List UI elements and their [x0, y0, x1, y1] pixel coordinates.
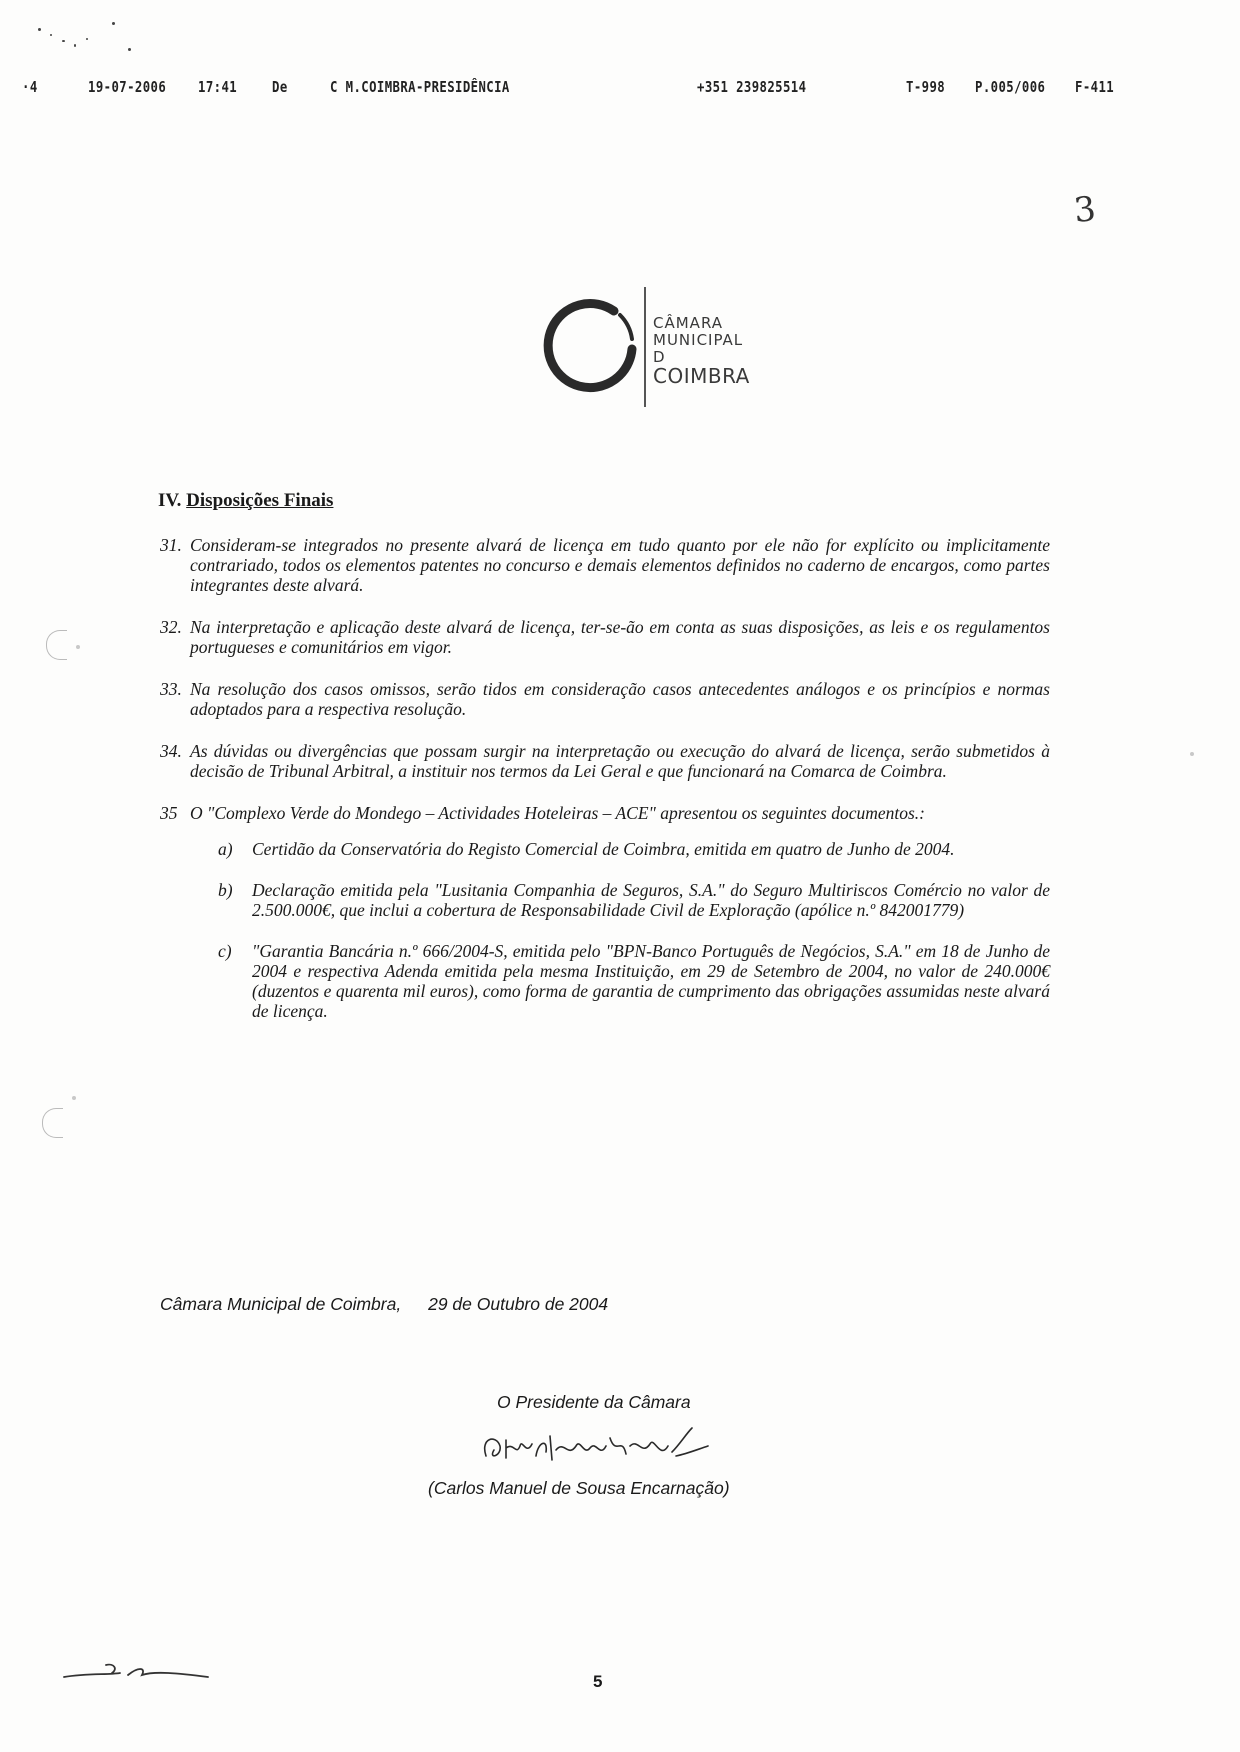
section-number: IV.	[158, 490, 182, 511]
logo-line-1: CÂMARA	[653, 314, 724, 332]
fax-page-count: P.005/006	[975, 78, 1046, 96]
scan-speck	[112, 22, 115, 25]
fax-time: 17:41	[198, 78, 238, 96]
punch-hole-mark	[46, 630, 67, 660]
clause-item	[160, 679, 1050, 719]
fax-form-code: F-411	[1075, 78, 1115, 96]
municipality-logo	[540, 285, 780, 415]
clause-text: Na resolução dos casos omissos, serão tidos em consideração casos antecedentes análogos e os princípios e normas adoptados para a respectiva resolução.	[190, 679, 1050, 719]
scan-speck	[128, 48, 131, 51]
clause-text: Consideram-se integrados no presente alvará de licença em tudo quanto por ele não for explícito ou implicitamente contrariado, todos os elementos patentes no concurso e demais elementos definidos no caderno de encargos, como partes integrantes deste alvará.	[190, 535, 1050, 595]
clause-number: 35	[160, 803, 178, 823]
closing-line	[160, 1294, 608, 1315]
scan-speck	[50, 34, 52, 36]
fax-tx-number: T-998	[906, 78, 946, 96]
fax-de: De	[272, 78, 288, 96]
sublist-letter: c)	[218, 941, 232, 961]
sublist-item	[190, 941, 1050, 1021]
clause-number: 31.	[160, 535, 182, 555]
punch-hole-dot	[76, 645, 80, 649]
fax-date: 19-07-2006	[88, 78, 167, 96]
clause-item	[160, 741, 1050, 781]
handwritten-page-mark: 3	[1071, 188, 1098, 232]
clause-list	[160, 535, 1050, 1043]
punch-hole-dot	[72, 1096, 76, 1100]
clause-item	[160, 617, 1050, 657]
fax-header	[0, 78, 1240, 102]
clause-number: 34.	[160, 741, 182, 761]
scan-speck	[62, 40, 65, 42]
document-sublist	[190, 839, 1050, 1021]
sublist-letter: a)	[218, 839, 233, 859]
sublist-letter: b)	[218, 880, 233, 900]
scan-speck	[38, 28, 41, 31]
scan-speck	[1190, 752, 1194, 756]
logo-line-4: COIMBRA	[653, 364, 750, 388]
logo-line-2: MUNICIPAL	[653, 331, 744, 349]
signatory-name: (Carlos Manuel de Sousa Encarnação)	[428, 1478, 730, 1498]
clause-text: Na interpretação e aplicação deste alvará de licença, ter-se-ão em conta as suas disposições, as leis e os regulamentos portugueses e comunitários em vigor.	[190, 617, 1050, 657]
handwritten-initials	[58, 1655, 218, 1685]
clause-number: 33.	[160, 679, 182, 699]
fax-mark: ·4	[22, 78, 38, 96]
punch-hole-mark	[42, 1108, 63, 1138]
handwritten-signature	[476, 1416, 716, 1474]
sublist-text: Certidão da Conservatória do Registo Comercial de Coimbra, emitida em quatro de Junho de 2004.	[252, 839, 955, 859]
clause-text: O "Complexo Verde do Mondego – Actividades Hoteleiras – ACE" apresentou os seguintes documentos.:	[190, 803, 925, 823]
closing-date: 29 de Outubro de 2004	[428, 1294, 609, 1314]
logo-divider	[644, 287, 646, 407]
clause-item	[160, 535, 1050, 595]
logo-wordmark	[653, 314, 750, 388]
page-number: 5	[593, 1672, 603, 1691]
sublist-item	[190, 880, 1050, 920]
sublist-item	[190, 839, 1050, 859]
sublist-text: Declaração emitida pela "Lusitania Companhia de Seguros, S.A." do Seguro Multiriscos Comércio no valor de 2.500.000€, que inclui a cobertura de Responsabilidade Civil de Exploração (apólice n.º 842001779)	[252, 880, 1050, 920]
section-title: Disposições Finais	[186, 490, 334, 511]
scan-speck	[74, 44, 76, 47]
sublist-text: "Garantia Bancária n.º 666/2004-S, emitida pelo "BPN-Banco Português de Negócios, S.A." em 18 de Junho de 2004 e respectiva Adenda emitida pela mesma Instituição, em 29 de Setembro de 2004, no valor de 240.000€ (duzentos e quarenta mil euros), como forma de garantia de cumprimento das obrigações assumidas neste alvará de licença.	[252, 941, 1050, 1021]
logo-line-3: D	[653, 348, 666, 366]
clause-item	[160, 803, 1050, 1021]
fax-phone: +351 239825514	[697, 78, 807, 96]
scan-speck	[86, 38, 88, 40]
signatory-role: O Presidente da Câmara	[497, 1392, 691, 1412]
closing-place: Câmara Municipal de Coimbra,	[160, 1294, 402, 1314]
section-heading	[158, 490, 333, 512]
fax-sender: C M.COIMBRA-PRESIDÊNCIA	[330, 78, 510, 96]
clause-number: 32.	[160, 617, 182, 637]
logo-ring-icon	[540, 299, 640, 399]
clause-text: As dúvidas ou divergências que possam surgir na interpretação ou execução do alvará de licença, serão submetidos à decisão de Tribunal Arbitral, a instituir nos termos da Lei Geral e que funcionará na Comarca de Coimbra.	[190, 741, 1050, 781]
